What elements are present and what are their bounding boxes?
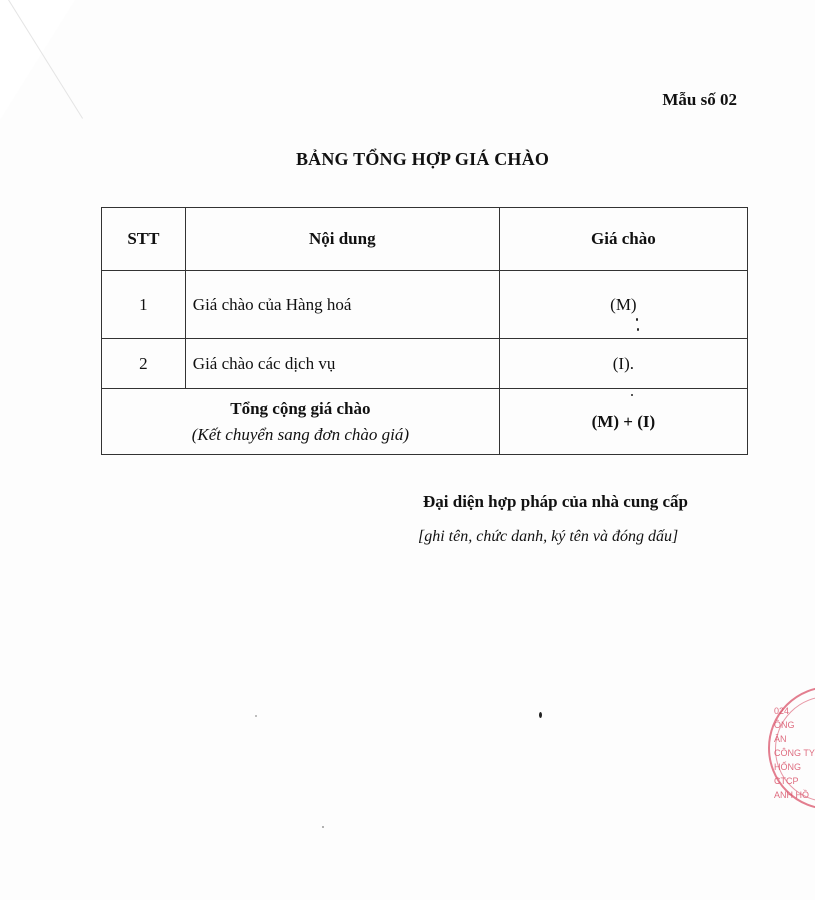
scan-speck xyxy=(637,328,639,331)
scan-speck xyxy=(631,394,633,396)
scan-speck xyxy=(255,715,257,717)
price-summary-table xyxy=(101,207,748,455)
seal-text: 024 ÔNG ÂN CÔNG TY HỐNG CTCP ANH HỒ xyxy=(774,706,815,800)
total-price: (M) + (I) xyxy=(499,389,747,455)
row-content: Giá chào của Hàng hoá xyxy=(185,271,499,339)
table-row xyxy=(102,339,748,389)
scan-speck xyxy=(539,712,542,718)
scan-speck xyxy=(322,826,324,828)
header-content: Nội dung xyxy=(185,208,499,271)
header-price: Giá chào xyxy=(499,208,747,271)
representative-title: Đại diện hợp pháp của nhà cung cấp xyxy=(423,492,688,511)
row-stt: 2 xyxy=(102,339,186,389)
company-seal xyxy=(768,686,815,814)
header-stt: STT xyxy=(102,208,186,271)
representative-note: [ghi tên, chức danh, ký tên và đóng dấu] xyxy=(418,528,679,545)
scan-speck xyxy=(636,318,638,321)
row-price: (I). xyxy=(499,339,747,389)
table-total-row xyxy=(102,389,748,455)
row-stt: 1 xyxy=(102,271,186,339)
row-price: (M) xyxy=(499,271,747,339)
total-label: Tổng cộng giá chào xyxy=(230,398,371,418)
total-note: (Kết chuyển sang đơn chào giá) xyxy=(191,424,410,444)
folded-corner xyxy=(0,0,75,120)
document-title: BẢNG TỔNG HỢP GIÁ CHÀO xyxy=(295,149,550,169)
total-label-cell xyxy=(102,389,500,455)
row-content: Giá chào các dịch vụ xyxy=(185,339,499,389)
table-row xyxy=(102,271,748,339)
form-number: Mẫu số 02 xyxy=(662,90,737,109)
table-header-row xyxy=(102,208,748,271)
